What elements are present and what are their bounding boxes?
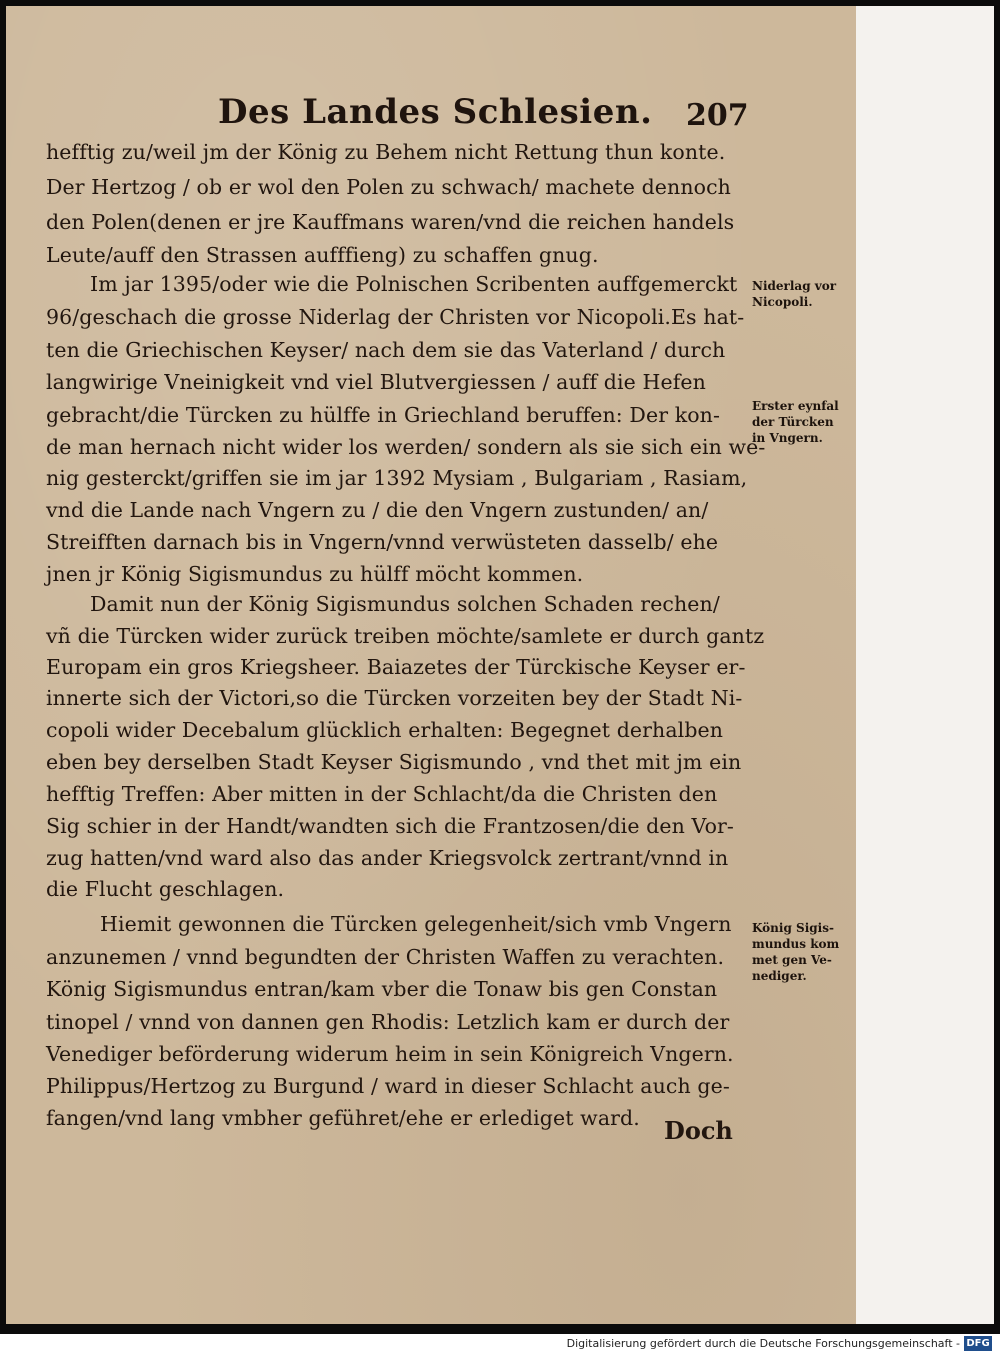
text-line: tinopel / vnnd von dannen gen Rhodis: Letzlich kam er durch der: [46, 1010, 730, 1034]
text-line: vnd die Lande nach Vngern zu / die den Vngern zustunden/ an/: [46, 498, 709, 522]
page-margin-strip: [856, 6, 994, 1324]
text-line: König Sigismundus entran/kam vber die Tonaw bis gen Constan: [46, 977, 718, 1001]
marginal-note-line: Erster eynfal: [752, 399, 839, 413]
text-line: Philippus/Hertzog zu Burgund / ward in dieser Schlacht auch ge-: [46, 1074, 730, 1098]
text-line: die Flucht geschlagen.: [46, 877, 285, 901]
text-line: Venediger beförderung widerum heim in sein Königreich Vngern.: [46, 1042, 734, 1066]
marginal-note: [752, 398, 852, 446]
text-line: Hiemit gewonnen die Türcken gelegenheit/sich vmb Vngern: [100, 912, 732, 936]
text-line: zug hatten/vnd ward also das ander Kriegsvolck zertrant/vnnd in: [46, 846, 729, 870]
text-line: Europam ein gros Kriegsheer. Baiazetes der Türckische Keyser er-: [46, 655, 746, 679]
footer-bar: [0, 1334, 1000, 1354]
text-line: Sig schier in der Handt/wandten sich die Frantzosen/die den Vor-: [46, 814, 734, 838]
marginal-note-line: der Türcken: [752, 415, 834, 429]
catchword: Doch: [664, 1116, 733, 1145]
dfg-logo[interactable]: DFG: [964, 1336, 992, 1351]
text-line: jnen jr König Sigismundus zu hülff möcht kommen.: [46, 562, 584, 586]
marginal-note-line: mundus kom: [752, 937, 840, 951]
text-line: innerte sich der Victori,so die Türcken vorzeiten bey der Stadt Ni-: [46, 686, 743, 710]
text-line: 96/geschach die grosse Niderlag der Christen vor Nicopoli.Es hat-: [46, 305, 745, 329]
marginal-note-line: met gen Ve-: [752, 953, 832, 967]
text-line: Streifften darnach bis in Vngern/vnnd verwüsteten dasselb/ ehe: [46, 530, 719, 554]
text-line: ten die Griechischen Keyser/ nach dem sie das Vaterland / durch: [46, 338, 726, 362]
marginal-note-line: in Vngern.: [752, 431, 823, 445]
text-line: hefftig Treffen: Aber mitten in der Schlacht/da die Christen den: [46, 782, 718, 806]
text-line: copoli wider Decebalum glücklich erhalten: Begegnet derhalben: [46, 718, 724, 742]
marginal-note-line: Nicopoli.: [752, 295, 813, 309]
marginal-note: [752, 920, 852, 984]
text-line: nig gesterckt/griffen sie im jar 1392 Mysiam , Bulgariam , Rasiam,: [46, 466, 748, 490]
text-line: hefftig zu/weil jm der König zu Behem nicht Rettung thun konte.: [46, 140, 726, 164]
text-line: Der Hertzog / ob er wol den Polen zu schwach/ machete dennoch: [46, 175, 731, 199]
text-line: Leute/auff den Strassen aufffieng) zu schaffen gnug.: [46, 243, 599, 267]
funding-credit: Digitalisierung gefördert durch die Deutsche Forschungsgemeinschaft -: [566, 1337, 960, 1350]
text-line: den Polen(denen er jre Kauffmans waren/vnd die reichen handels: [46, 210, 735, 234]
marginal-note-line: König Sigis-: [752, 921, 834, 935]
text-line: de man hernach nicht wider los werden/ sondern als sie sich ein we-: [46, 435, 766, 459]
text-line: langwirige Vneinigkeit vnd viel Blutvergiessen / auff die Hefen: [46, 370, 706, 394]
page-number: 207: [686, 98, 749, 133]
marginal-note: [752, 278, 852, 310]
running-head: Des Landes Schlesien.: [218, 92, 653, 132]
text-line: vñ die Türcken wider zurück treiben möchte/samlete er durch gantz: [46, 624, 765, 648]
text-line: gebracht/die Türcken zu hülffe in Griechland beruffen: Der kon-: [46, 403, 721, 427]
marginal-note-line: Niderlag vor: [752, 279, 837, 293]
text-line: anzunemen / vnnd begundten der Christen Waffen zu verachten.: [46, 945, 725, 969]
text-line: eben bey derselben Stadt Keyser Sigismundo , vnd thet mit jm ein: [46, 750, 742, 774]
text-line: Damit nun der König Sigismundus solchen Schaden rechen/: [90, 592, 720, 616]
text-line: fangen/vnd lang vmbher geführet/ehe er erlediget ward.: [46, 1106, 640, 1130]
marginal-note-line: nediger.: [752, 969, 807, 983]
text-line: Im jar 1395/oder wie die Polnischen Scribenten auffgemerckt: [90, 272, 738, 296]
